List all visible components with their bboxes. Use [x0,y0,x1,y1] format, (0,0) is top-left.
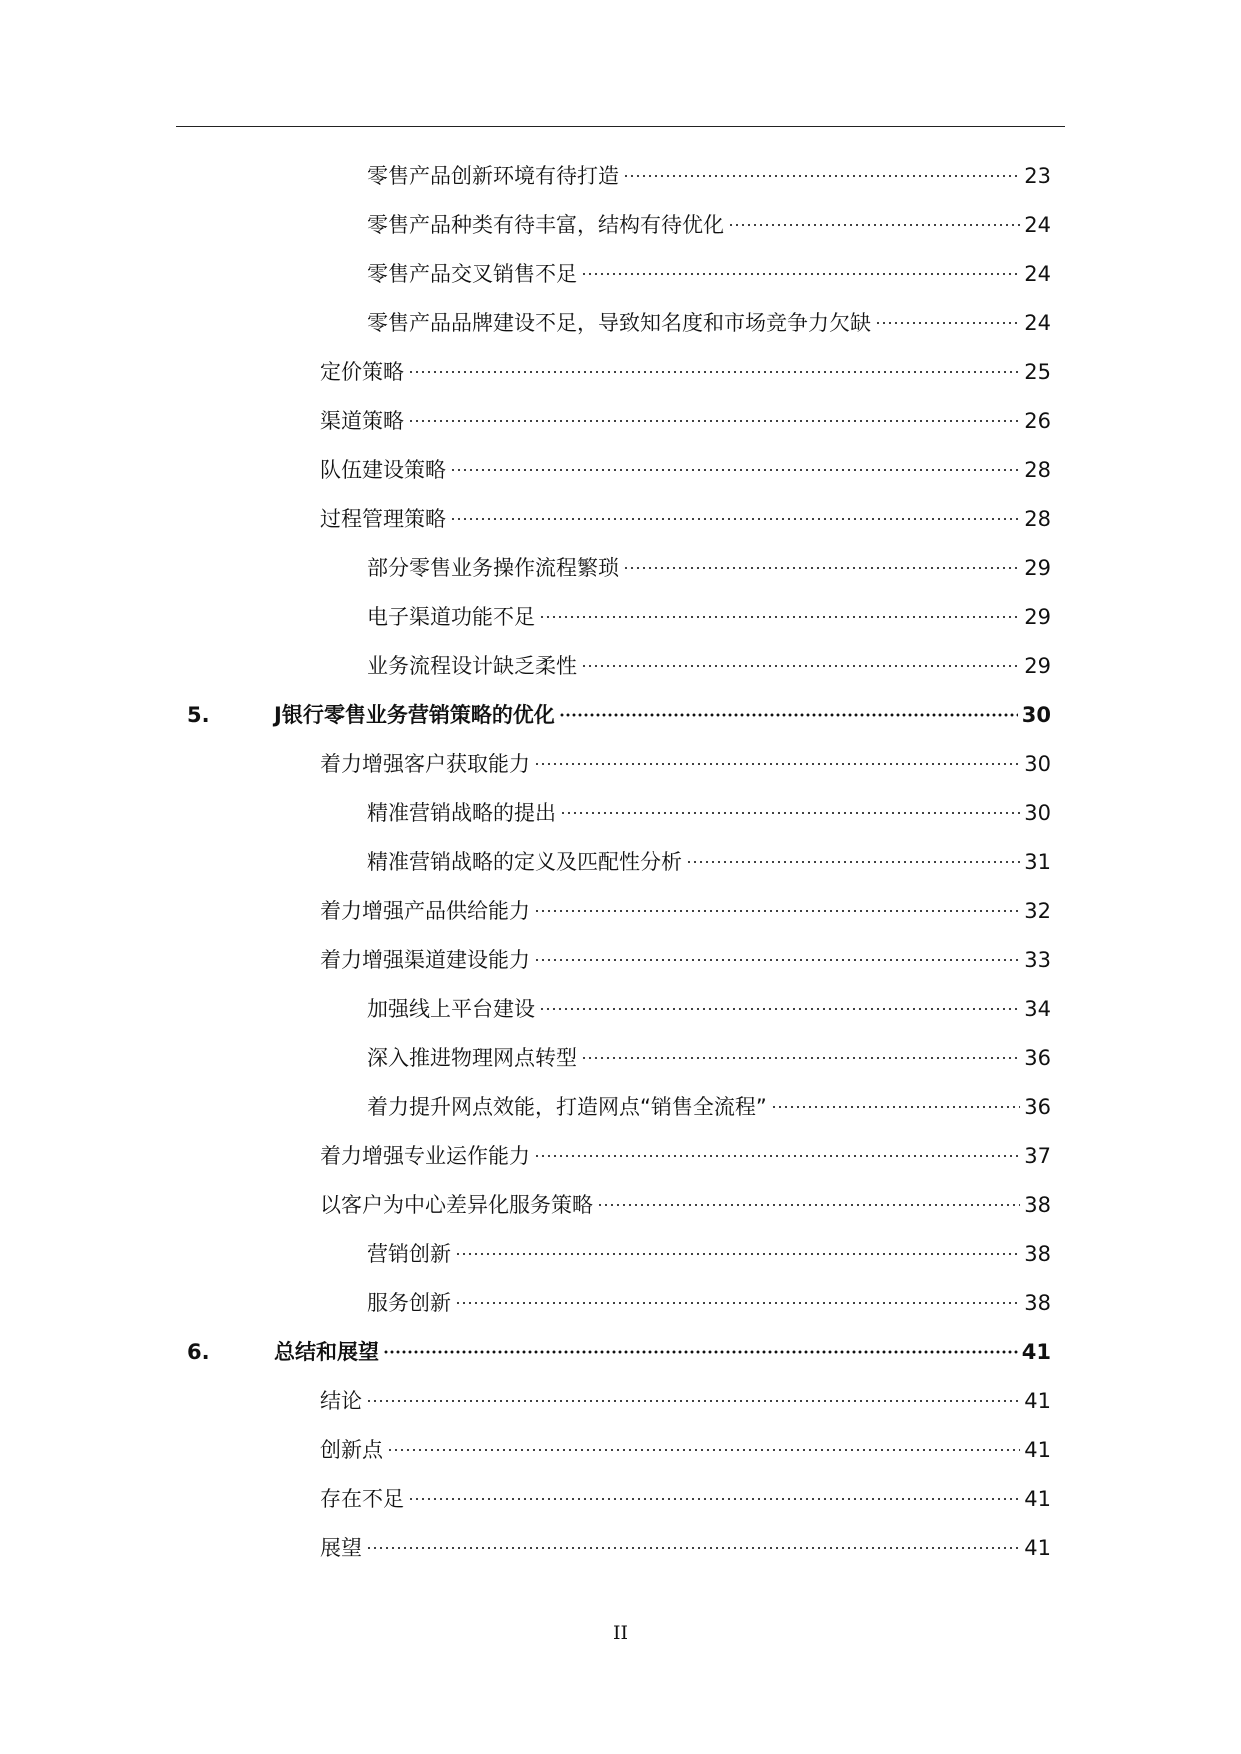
toc-entry-number: 6. [187,1340,210,1364]
toc-entry[interactable] [0,1279,1241,1328]
toc-entry-line [367,1034,1051,1083]
toc-entry-line [320,1181,1051,1230]
toc-entry-line [367,152,1051,201]
dot-leader [366,1546,1020,1550]
dot-leader [534,1154,1020,1158]
toc-entry-title: 零售产品品牌建设不足，导致知名度和市场竞争力欠缺 [367,311,871,335]
toc-entry-page: 28 [1024,507,1051,531]
dot-leader [534,909,1020,913]
dot-leader [539,1007,1020,1011]
toc-entry-page: 36 [1024,1046,1051,1070]
toc-entry[interactable] [0,1181,1241,1230]
toc-entry-line [367,299,1051,348]
toc-entry-title: 零售产品创新环境有待打造 [367,164,619,188]
toc-entry-page: 24 [1024,311,1051,335]
toc-entry-page: 41 [1024,1536,1051,1560]
toc-entry-page: 29 [1024,654,1051,678]
toc-entry-title: J银行零售业务营销策略的优化 [274,703,555,727]
toc-entry-title: 深入推进物理网点转型 [367,1046,577,1070]
toc-entry-line [320,936,1051,985]
toc-entry-line [367,1083,1051,1132]
dot-leader [686,860,1020,864]
dot-leader [539,615,1020,619]
dot-leader [581,1056,1020,1060]
toc-entry-title: 着力提升网点效能，打造网点“销售全流程” [367,1095,767,1119]
toc-entry-title: 营销创新 [367,1242,451,1266]
toc-entry-line [367,201,1051,250]
dot-leader [450,517,1020,521]
toc-entry-page: 30 [1024,801,1051,825]
toc-entry[interactable] [0,1034,1241,1083]
dot-leader [408,370,1020,374]
toc-entry[interactable] [0,299,1241,348]
toc-entry[interactable] [0,1426,1241,1475]
toc-entry-title: 总结和展望 [274,1340,379,1364]
toc-entry-page: 38 [1024,1193,1051,1217]
toc-entry-page: 29 [1024,556,1051,580]
toc-entry[interactable] [0,887,1241,936]
toc-entry-line [320,446,1051,495]
toc-entry-page: 31 [1024,850,1051,874]
toc-entry-title: 定价策略 [320,360,404,384]
toc-entry-line [367,544,1051,593]
toc-entry[interactable] [0,250,1241,299]
dot-leader [534,762,1020,766]
dot-leader [581,272,1020,276]
toc-entry-page: 28 [1024,458,1051,482]
toc-entry[interactable] [0,740,1241,789]
toc-entry-page: 33 [1024,948,1051,972]
toc-entry-page: 25 [1024,360,1051,384]
toc-entry[interactable] [0,544,1241,593]
toc-entry[interactable] [0,691,1241,740]
toc-entry-line [320,740,1051,789]
toc-entry[interactable] [0,446,1241,495]
toc-entry-line [320,397,1051,446]
dot-leader [623,174,1020,178]
toc-entry-line [367,250,1051,299]
toc-entry-line [320,1132,1051,1181]
dot-leader [534,958,1020,962]
dot-leader [366,1399,1020,1403]
toc-entry-page: 29 [1024,605,1051,629]
toc-entry-title: 加强线上平台建设 [367,997,535,1021]
dot-leader [560,811,1020,815]
toc-entry-line [320,1524,1051,1573]
toc-entry-page: 24 [1024,262,1051,286]
toc-entry-page: 24 [1024,213,1051,237]
dot-leader [559,713,1018,717]
toc-entry-title: 着力增强渠道建设能力 [320,948,530,972]
toc-entry-title: 零售产品交叉销售不足 [367,262,577,286]
toc-entry[interactable] [0,152,1241,201]
toc-entry-line [320,348,1051,397]
toc-entry-title: 展望 [320,1536,362,1560]
toc-entry-title: 部分零售业务操作流程繁琐 [367,556,619,580]
toc-entry-title: 着力增强专业运作能力 [320,1144,530,1168]
dot-leader [387,1448,1020,1452]
toc-entry-line [274,1328,1051,1377]
toc-entry[interactable] [0,593,1241,642]
toc-entry-page: 38 [1024,1242,1051,1266]
toc-entry-line [367,1230,1051,1279]
toc-entry-line [320,1377,1051,1426]
toc-entry-title: 创新点 [320,1438,383,1462]
dot-leader [455,1252,1020,1256]
dot-leader [581,664,1020,668]
dot-leader [597,1203,1020,1207]
toc-entry[interactable] [0,1083,1241,1132]
dot-leader [623,566,1020,570]
toc-entry[interactable] [0,1230,1241,1279]
toc-entry-page: 30 [1024,752,1051,776]
toc-entry-title: 队伍建设策略 [320,458,446,482]
toc-entry-line [320,887,1051,936]
toc-entry[interactable] [0,495,1241,544]
toc-entry-title: 结论 [320,1389,362,1413]
toc-entry-line [320,495,1051,544]
toc-entry[interactable] [0,348,1241,397]
toc-entry[interactable] [0,1524,1241,1573]
toc-entry-title: 服务创新 [367,1291,451,1315]
toc-entry-title: 渠道策略 [320,409,404,433]
toc-entry-line [367,789,1051,838]
toc-entry-line [320,1426,1051,1475]
table-of-contents [0,152,1241,1573]
header-rule [176,126,1065,127]
toc-entry[interactable] [0,642,1241,691]
toc-entry-page: 41 [1021,1340,1051,1364]
toc-entry[interactable] [0,936,1241,985]
dot-leader [455,1301,1020,1305]
toc-entry-title: 精准营销战略的定义及匹配性分析 [367,850,682,874]
toc-entry-page: 41 [1024,1438,1051,1462]
toc-entry-title: 着力增强客户获取能力 [320,752,530,776]
dot-leader [408,1497,1020,1501]
toc-entry-title: 过程管理策略 [320,507,446,531]
toc-entry-page: 38 [1024,1291,1051,1315]
toc-entry-title: 零售产品种类有待丰富，结构有待优化 [367,213,724,237]
page-number: II [612,1622,628,1644]
dot-leader [408,419,1020,423]
toc-entry-page: 37 [1024,1144,1051,1168]
toc-entry-page: 23 [1024,164,1051,188]
toc-entry[interactable] [0,838,1241,887]
toc-entry-line [367,593,1051,642]
toc-entry[interactable] [0,201,1241,250]
toc-entry[interactable] [0,1377,1241,1426]
toc-entry-title: 存在不足 [320,1487,404,1511]
toc-entry-page: 34 [1024,997,1051,1021]
toc-entry-page: 36 [1024,1095,1051,1119]
toc-entry[interactable] [0,397,1241,446]
toc-entry-page: 32 [1024,899,1051,923]
dot-leader [771,1105,1021,1109]
toc-entry-title: 业务流程设计缺乏柔性 [367,654,577,678]
toc-entry-line [320,1475,1051,1524]
toc-entry-line [367,642,1051,691]
toc-entry-page: 41 [1024,1487,1051,1511]
toc-entry[interactable] [0,1328,1241,1377]
toc-entry[interactable] [0,985,1241,1034]
toc-entry-line [367,1279,1051,1328]
toc-entry-title: 电子渠道功能不足 [367,605,535,629]
toc-entry[interactable] [0,789,1241,838]
dot-leader [875,321,1020,325]
dot-leader [728,223,1020,227]
toc-entry-title: 着力增强产品供给能力 [320,899,530,923]
toc-entry-number: 5. [187,703,210,727]
toc-entry[interactable] [0,1475,1241,1524]
toc-entry-line [367,985,1051,1034]
toc-entry[interactable] [0,1132,1241,1181]
toc-entry-line [367,838,1051,887]
dot-leader [450,468,1020,472]
toc-entry-page: 30 [1021,703,1051,727]
toc-entry-title: 以客户为中心差异化服务策略 [320,1193,593,1217]
toc-entry-title: 精准营销战略的提出 [367,801,556,825]
toc-entry-line [274,691,1051,740]
toc-entry-page: 41 [1024,1389,1051,1413]
toc-entry-page: 26 [1024,409,1051,433]
dot-leader [383,1350,1018,1354]
